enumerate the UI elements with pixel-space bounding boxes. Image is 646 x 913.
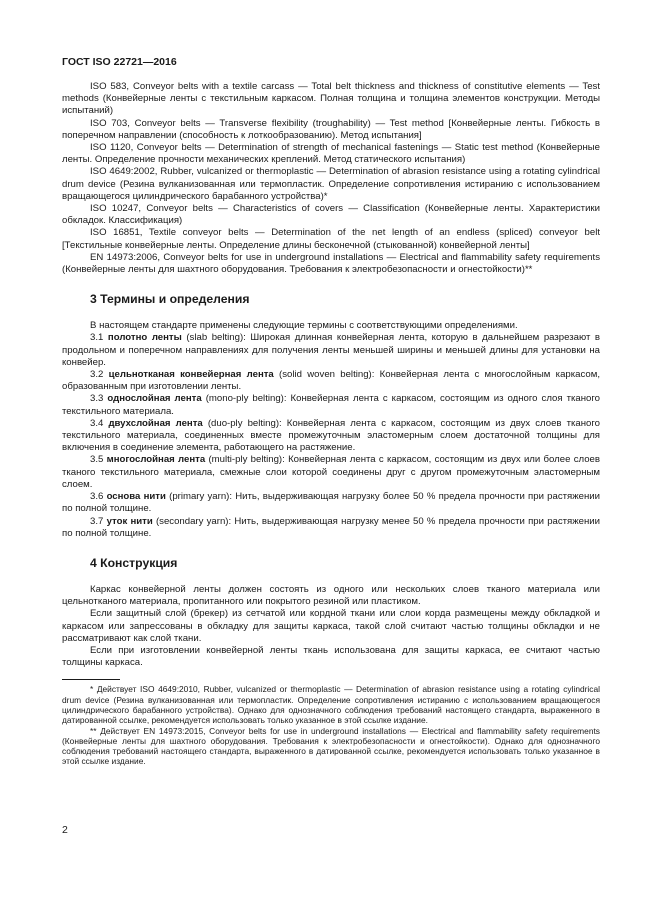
reference-iso-583: ISO 583, Conveyor belts with a textile carcass — Total belt thickness and thickness of constitutive elements — Test methods (Конвейерные ленты с текстильным каркасом. Полная толщина и толщина элементов конструкции. Методы испытаний): [62, 81, 600, 117]
reference-iso-4649: ISO 4649:2002, Rubber, vulcanized or thermoplastic — Determination of abrasion resistance using a rotating cylindrical drum device (Резина вулканизованная или термопластик. Определение сопротивления истиранию с использованием вращающегося цилиндрического барабанного устройства)*: [62, 166, 600, 202]
section-4-heading: 4 Конструкция: [90, 555, 178, 570]
term-name: однослойная лента: [107, 393, 202, 405]
section-4-paragraph: Если защитный слой (брекер) из сетчатой или кордной ткани или слои корда размещены между обкладкой и каркасом или запрессованы в обкладку для защиты каркаса, такой слой считают частью толщины обкладки и не рассматривают как слой ткани.: [62, 608, 600, 644]
term-definition: (multi-ply belting): Конвейерная лента с каркасом, состоящим из двух или более слоев тканого текстильного материала, смежные слои которой соединены друг с другом промежуточным эластомерным слоем.: [62, 454, 600, 490]
term-number: 3.2: [90, 369, 104, 381]
reference-iso-16851: ISO 16851, Textile conveyor belts — Determination of the net length of an endless (spliced) conveyor belt [Текстильные конвейерные ленты. Определение длины бесконечной (стыкованной) конвейерной ленты]: [62, 227, 600, 251]
term-name: цельнотканая конвейерная лента: [108, 369, 274, 381]
term-3-5: [62, 454, 600, 491]
term-definition: (mono-ply belting): Конвейерная лента с каркасом, состоящим из одного слоя тканого текстильного материала.: [62, 393, 600, 417]
term-definition: (solid woven belting): Конвейерная лента с многослойным каркасом, образованным при изготовлении ленты.: [62, 369, 600, 393]
term-definition: (duo-ply belting): Конвейерная лента с каркасом, состоящим из двух слоев тканого текстильного материала, соединенных вместе промежуточным эластомерным слоем достаточной толщины для включения в соединение элемента, работающего на растяжение.: [62, 417, 601, 454]
document-page: [62, 56, 600, 767]
footnote-1: * Действует ISO 4649:2010, Rubber, vulcanized or thermoplastic — Determination of abrasion resistance using a rotating cylindrical drum device (Резина вулканизованная или термопластик. Определение сопротивления истиранию с использованием вращающегося цилиндрического барабанного устройства). Однако для однозначного соблюдения требований настоящего стандарта, выраженного в датированной ссылке, рекомендуется использовать только указанное в этой ссылке издание.: [62, 684, 600, 726]
section-4-paragraph: Каркас конвейерной ленты должен состоять из одного или нескольких слоев тканого материала или цельнотканого материала, пропитанного или покрытого резиной или пластиком.: [62, 583, 600, 608]
running-header: ГОСТ ISO 22721—2016: [62, 56, 177, 68]
term-definition: (slab belting): Широкая длинная конвейерная лента, которую в дальнейшем разрезают в продольном и поперечном направлениях для получения ленты меньшей ширины и меньшей длины для установки на конвейер.: [62, 332, 601, 368]
term-3-2: [62, 369, 600, 393]
term-3-6: [62, 491, 600, 515]
term-number: 3.6: [90, 491, 104, 503]
footnotes: [62, 684, 600, 766]
term-3-3: [62, 393, 600, 417]
term-3-7: [62, 516, 600, 540]
term-number: 3.5: [90, 454, 104, 466]
term-3-1: [62, 332, 600, 369]
term-definition: (primary yarn): Нить, выдерживающая нагрузку более 50 % предела прочности при растяжении по полной толщине.: [62, 491, 600, 515]
term-name: полотно ленты: [107, 332, 182, 344]
section-4-paragraph: Если при изготовлении конвейерной ленты ткань использована для защиты каркаса, ее считают частью толщины каркаса.: [62, 644, 600, 669]
term-number: 3.4: [90, 417, 104, 429]
term-name: основа нити: [106, 491, 166, 503]
reference-iso-10247: ISO 10247, Conveyor belts — Characteristics of covers — Classification (Конвейерные ленты. Характеристики обкладок. Классификация): [62, 203, 600, 227]
term-3-4: [62, 418, 600, 455]
term-definition: (secondary yarn): Нить, выдерживающая нагрузку менее 50 % предела прочности при растяжении по полной толщине.: [62, 515, 601, 539]
term-number: 3.1: [90, 332, 104, 344]
section-3-intro: В настоящем стандарте применены следующие термины с соответствующими определениями.: [90, 320, 518, 332]
reference-iso-703: ISO 703, Conveyor belts — Transverse flexibility (troughability) — Test method [Конвейерные ленты. Гибкость в поперечном направлении (способность к лоткообразованию). Метод испытания]: [62, 117, 600, 141]
page-number: 2: [62, 824, 68, 836]
term-number: 3.7: [90, 515, 104, 527]
term-name: уток нити: [106, 515, 153, 527]
reference-iso-1120: ISO 1120, Conveyor belts — Determination of strength of mechanical fastenings — Static test method (Конвейерные ленты. Определение прочности механических креплений. Метод статического испытания): [62, 142, 600, 166]
footnote-2: ** Действует EN 14973:2015, Conveyor belts for use in underground installations — Electrical and flammability safety requirements (Конвейерные ленты для шахтного оборудования. Требования к электробезопасности и огнестойкости). Однако для однозначного соблюдения требований настоящего стандарта, выраженного в датированной ссылке, рекомендуется использовать только указанное в этой ссылке издание.: [62, 725, 600, 767]
normative-references: [62, 81, 600, 276]
footnote-separator: [62, 679, 120, 680]
term-name: двухслойная лента: [108, 417, 203, 429]
reference-en-14973: EN 14973:2006, Conveyor belts for use in underground installations — Electrical and flammability safety requirements (Конвейерные ленты для шахтного оборудования. Требования к электробезопасности и огнестойкости)**: [62, 251, 600, 276]
term-number: 3.3: [90, 393, 104, 405]
section-3-heading: 3 Термины и определения: [90, 292, 250, 307]
term-name: многослойная лента: [106, 454, 206, 466]
